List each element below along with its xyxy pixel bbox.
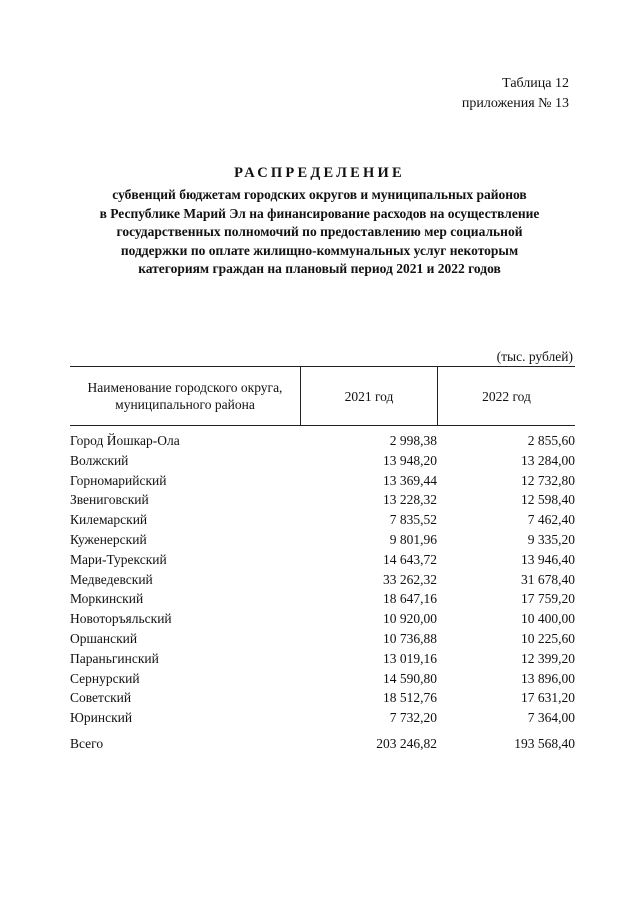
cell-2021: 10 920,00 <box>383 611 437 627</box>
table-row <box>70 688 575 708</box>
table-number: Таблица 12 <box>502 76 569 91</box>
table-row <box>70 609 575 629</box>
cell-2022: 17 759,20 <box>521 591 575 607</box>
table-body <box>70 431 575 754</box>
subtitle-line: в Республике Марий Эл на финансирование расходов на осуществление <box>99 205 540 221</box>
subtitle-line: поддержки по оплате жилищно-коммунальных услуг некоторым <box>120 242 519 258</box>
cell-2021: 18 512,76 <box>383 690 437 706</box>
units-label: (тыс. рублей) <box>496 349 573 364</box>
cell-name: Новоторъяльский <box>70 611 172 627</box>
cell-2022: 12 399,20 <box>521 650 575 666</box>
table-row <box>70 629 575 649</box>
total-label: Всего <box>70 735 104 751</box>
cell-2022: 12 732,80 <box>521 472 575 488</box>
table-row <box>70 510 575 530</box>
cell-name: Медведевский <box>70 571 153 587</box>
cell-2021: 10 736,88 <box>383 630 437 646</box>
total-2021: 203 246,82 <box>376 735 437 751</box>
appendix-number: приложения № 13 <box>461 96 569 111</box>
header-name <box>70 367 300 425</box>
table-row <box>70 490 575 510</box>
cell-2022: 9 335,20 <box>527 531 575 547</box>
cell-name: Параньгинский <box>70 650 159 666</box>
table-row <box>70 530 575 550</box>
cell-2021: 2 998,38 <box>389 433 437 448</box>
cell-name: Звениговский <box>70 492 149 508</box>
table-reference <box>462 74 569 114</box>
cell-2021: 13 369,44 <box>383 472 437 488</box>
cell-2021: 13 948,20 <box>383 452 437 468</box>
cell-name: Сернурский <box>70 670 140 686</box>
subtitle-line: категориям граждан на плановый период 2021 и 2022 годов <box>138 261 501 276</box>
table-row <box>70 431 575 451</box>
table-row <box>70 471 575 491</box>
distribution-table <box>70 366 575 754</box>
subtitle-line: субвенций бюджетам городских округов и муниципальных районов <box>112 187 527 202</box>
cell-2021: 7 835,52 <box>389 512 437 528</box>
cell-2022: 13 284,00 <box>521 452 575 468</box>
table-row <box>70 589 575 609</box>
cell-name: Моркинский <box>70 591 144 607</box>
table-header <box>70 366 575 426</box>
subtitle-line: государственных полномочий по предоставлению мер социальной <box>116 224 523 239</box>
cell-name: Мари-Турекский <box>70 551 167 567</box>
cell-name: Юринский <box>70 710 133 726</box>
cell-name: Оршанский <box>70 630 138 646</box>
header-name-line: Наименование городского округа, <box>87 380 283 395</box>
cell-2021: 33 262,32 <box>383 571 437 587</box>
cell-2022: 31 678,40 <box>521 571 575 587</box>
cell-2021: 13 228,32 <box>383 492 437 508</box>
cell-name: Куженерский <box>70 531 147 547</box>
document-subtitle <box>60 186 579 279</box>
header-2021: 2021 год <box>300 367 437 425</box>
header-name-line: муниципального района <box>115 397 255 412</box>
cell-name: Волжский <box>70 452 129 468</box>
cell-2022: 7 364,00 <box>527 710 575 726</box>
table-row <box>70 570 575 590</box>
cell-name: Килемарский <box>70 512 148 528</box>
cell-2022: 10 225,60 <box>521 630 575 646</box>
cell-2022: 13 946,40 <box>521 551 575 567</box>
total-2022: 193 568,40 <box>514 735 575 751</box>
cell-2021: 13 019,16 <box>383 650 437 666</box>
cell-2021: 14 590,80 <box>383 670 437 686</box>
cell-2021: 14 643,72 <box>383 551 437 567</box>
table-row <box>70 669 575 689</box>
cell-2022: 17 631,20 <box>521 690 575 706</box>
cell-2022: 7 462,40 <box>527 512 575 528</box>
cell-name: Советский <box>70 690 132 706</box>
cell-name: Город Йошкар-Ола <box>70 433 180 448</box>
cell-2022: 10 400,00 <box>521 611 575 627</box>
cell-2022: 13 896,00 <box>521 670 575 686</box>
cell-name: Горномарийский <box>70 472 167 488</box>
cell-2022: 12 598,40 <box>521 492 575 508</box>
table-row <box>70 708 575 728</box>
table-row <box>70 649 575 669</box>
cell-2021: 18 647,16 <box>383 591 437 607</box>
cell-2021: 7 732,20 <box>389 710 437 726</box>
table-row <box>70 550 575 570</box>
document-title: РАСПРЕДЕЛЕНИЕ <box>234 165 405 181</box>
cell-2021: 9 801,96 <box>389 531 437 547</box>
header-2022: 2022 год <box>437 367 575 425</box>
cell-2022: 2 855,60 <box>527 433 575 448</box>
table-row <box>70 451 575 471</box>
table-total-row <box>70 734 575 754</box>
